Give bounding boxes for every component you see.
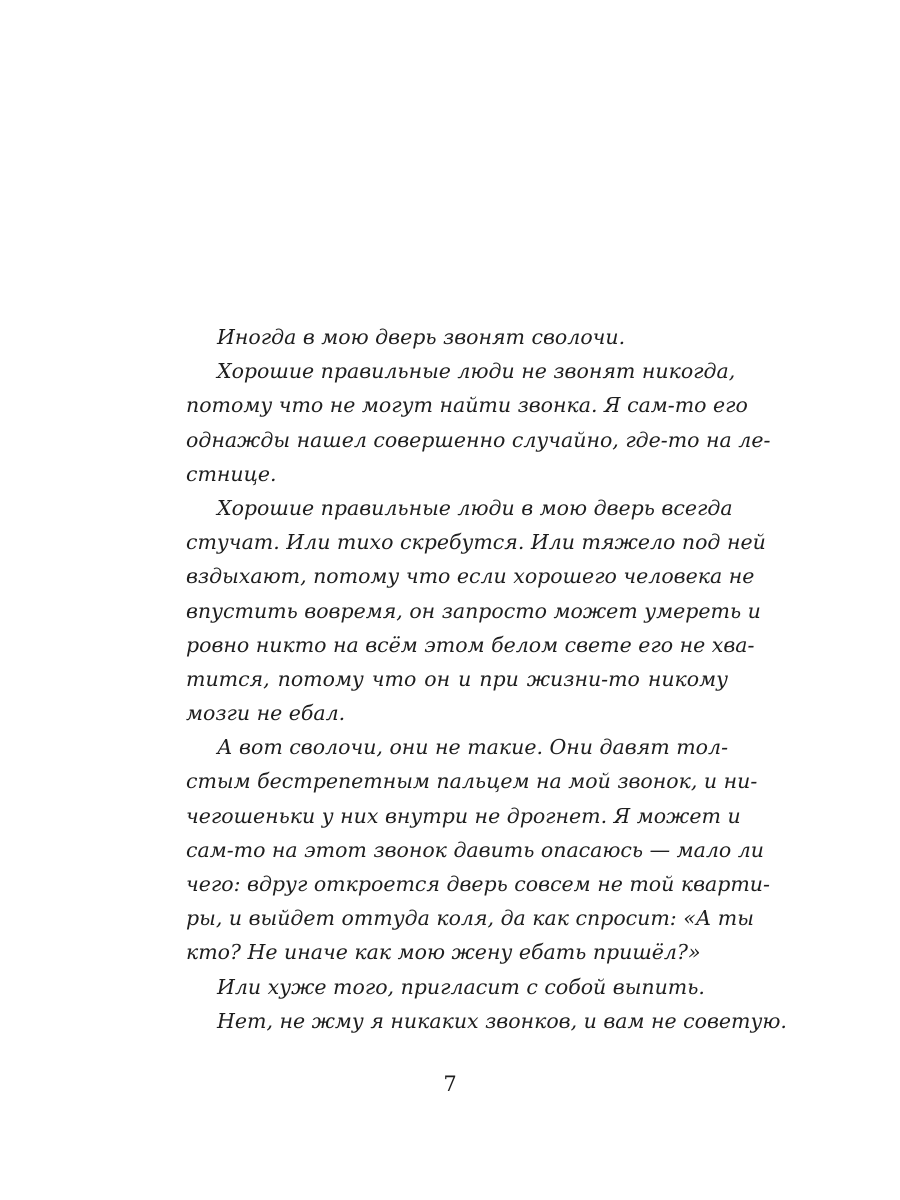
text-line: А вот сволочи, они не такие. Они давят тол- (217, 735, 728, 760)
text-line: Иногда в мою дверь звонят сволочи. (217, 325, 626, 349)
text-line: ры, и выйдет оттуда коля, да как спросит: «А ты (186, 906, 754, 931)
text-line: ровно никто на всём этом белом свете его не хва- (186, 632, 755, 657)
text-line: чегошеньки у них внутри не дрогнет. Я может и (186, 803, 741, 828)
text-line: мозги не ебал. (186, 701, 346, 726)
text-line: Хорошие правильные люди в мою дверь всегда (217, 495, 733, 520)
text-line: однажды нашел совершенно случайно, где-то на ле- (186, 427, 771, 452)
text-line: чего: вдруг откроется дверь совсем не той кварти- (186, 872, 770, 896)
text-line: Или хуже того, пригласит с собой выпить. (217, 974, 705, 999)
text-line: Нет, не жму я никаких звонков, и вам не советую. (217, 1008, 787, 1033)
text-line: вздыхают, потому что если хорошего человека не (186, 564, 755, 589)
text-line: стнице. (186, 461, 277, 486)
page-number: 7 (443, 1072, 457, 1096)
text-line: потому что не могут найти звонка. Я сам-то его (186, 393, 748, 418)
text-line: кто? Не иначе как мою жену ебать пришёл?» (186, 940, 701, 965)
text-line: стучат. Или тихо скребутся. Или тяжело под ней (186, 530, 766, 555)
text-line: Хорошие правильные люди не звонят никогда, (217, 359, 736, 384)
text-line: сам-то на этот звонок давить опасаюсь — мало ли (186, 837, 764, 862)
text-line: впустить вовремя, он запросто может умереть и (186, 598, 761, 623)
text-line: стым бестрепетным пальцем на мой звонок, и ни- (186, 769, 758, 794)
text-line: тится, потому что он и при жизни-то никому (186, 666, 728, 691)
body-text (186, 320, 787, 1038)
